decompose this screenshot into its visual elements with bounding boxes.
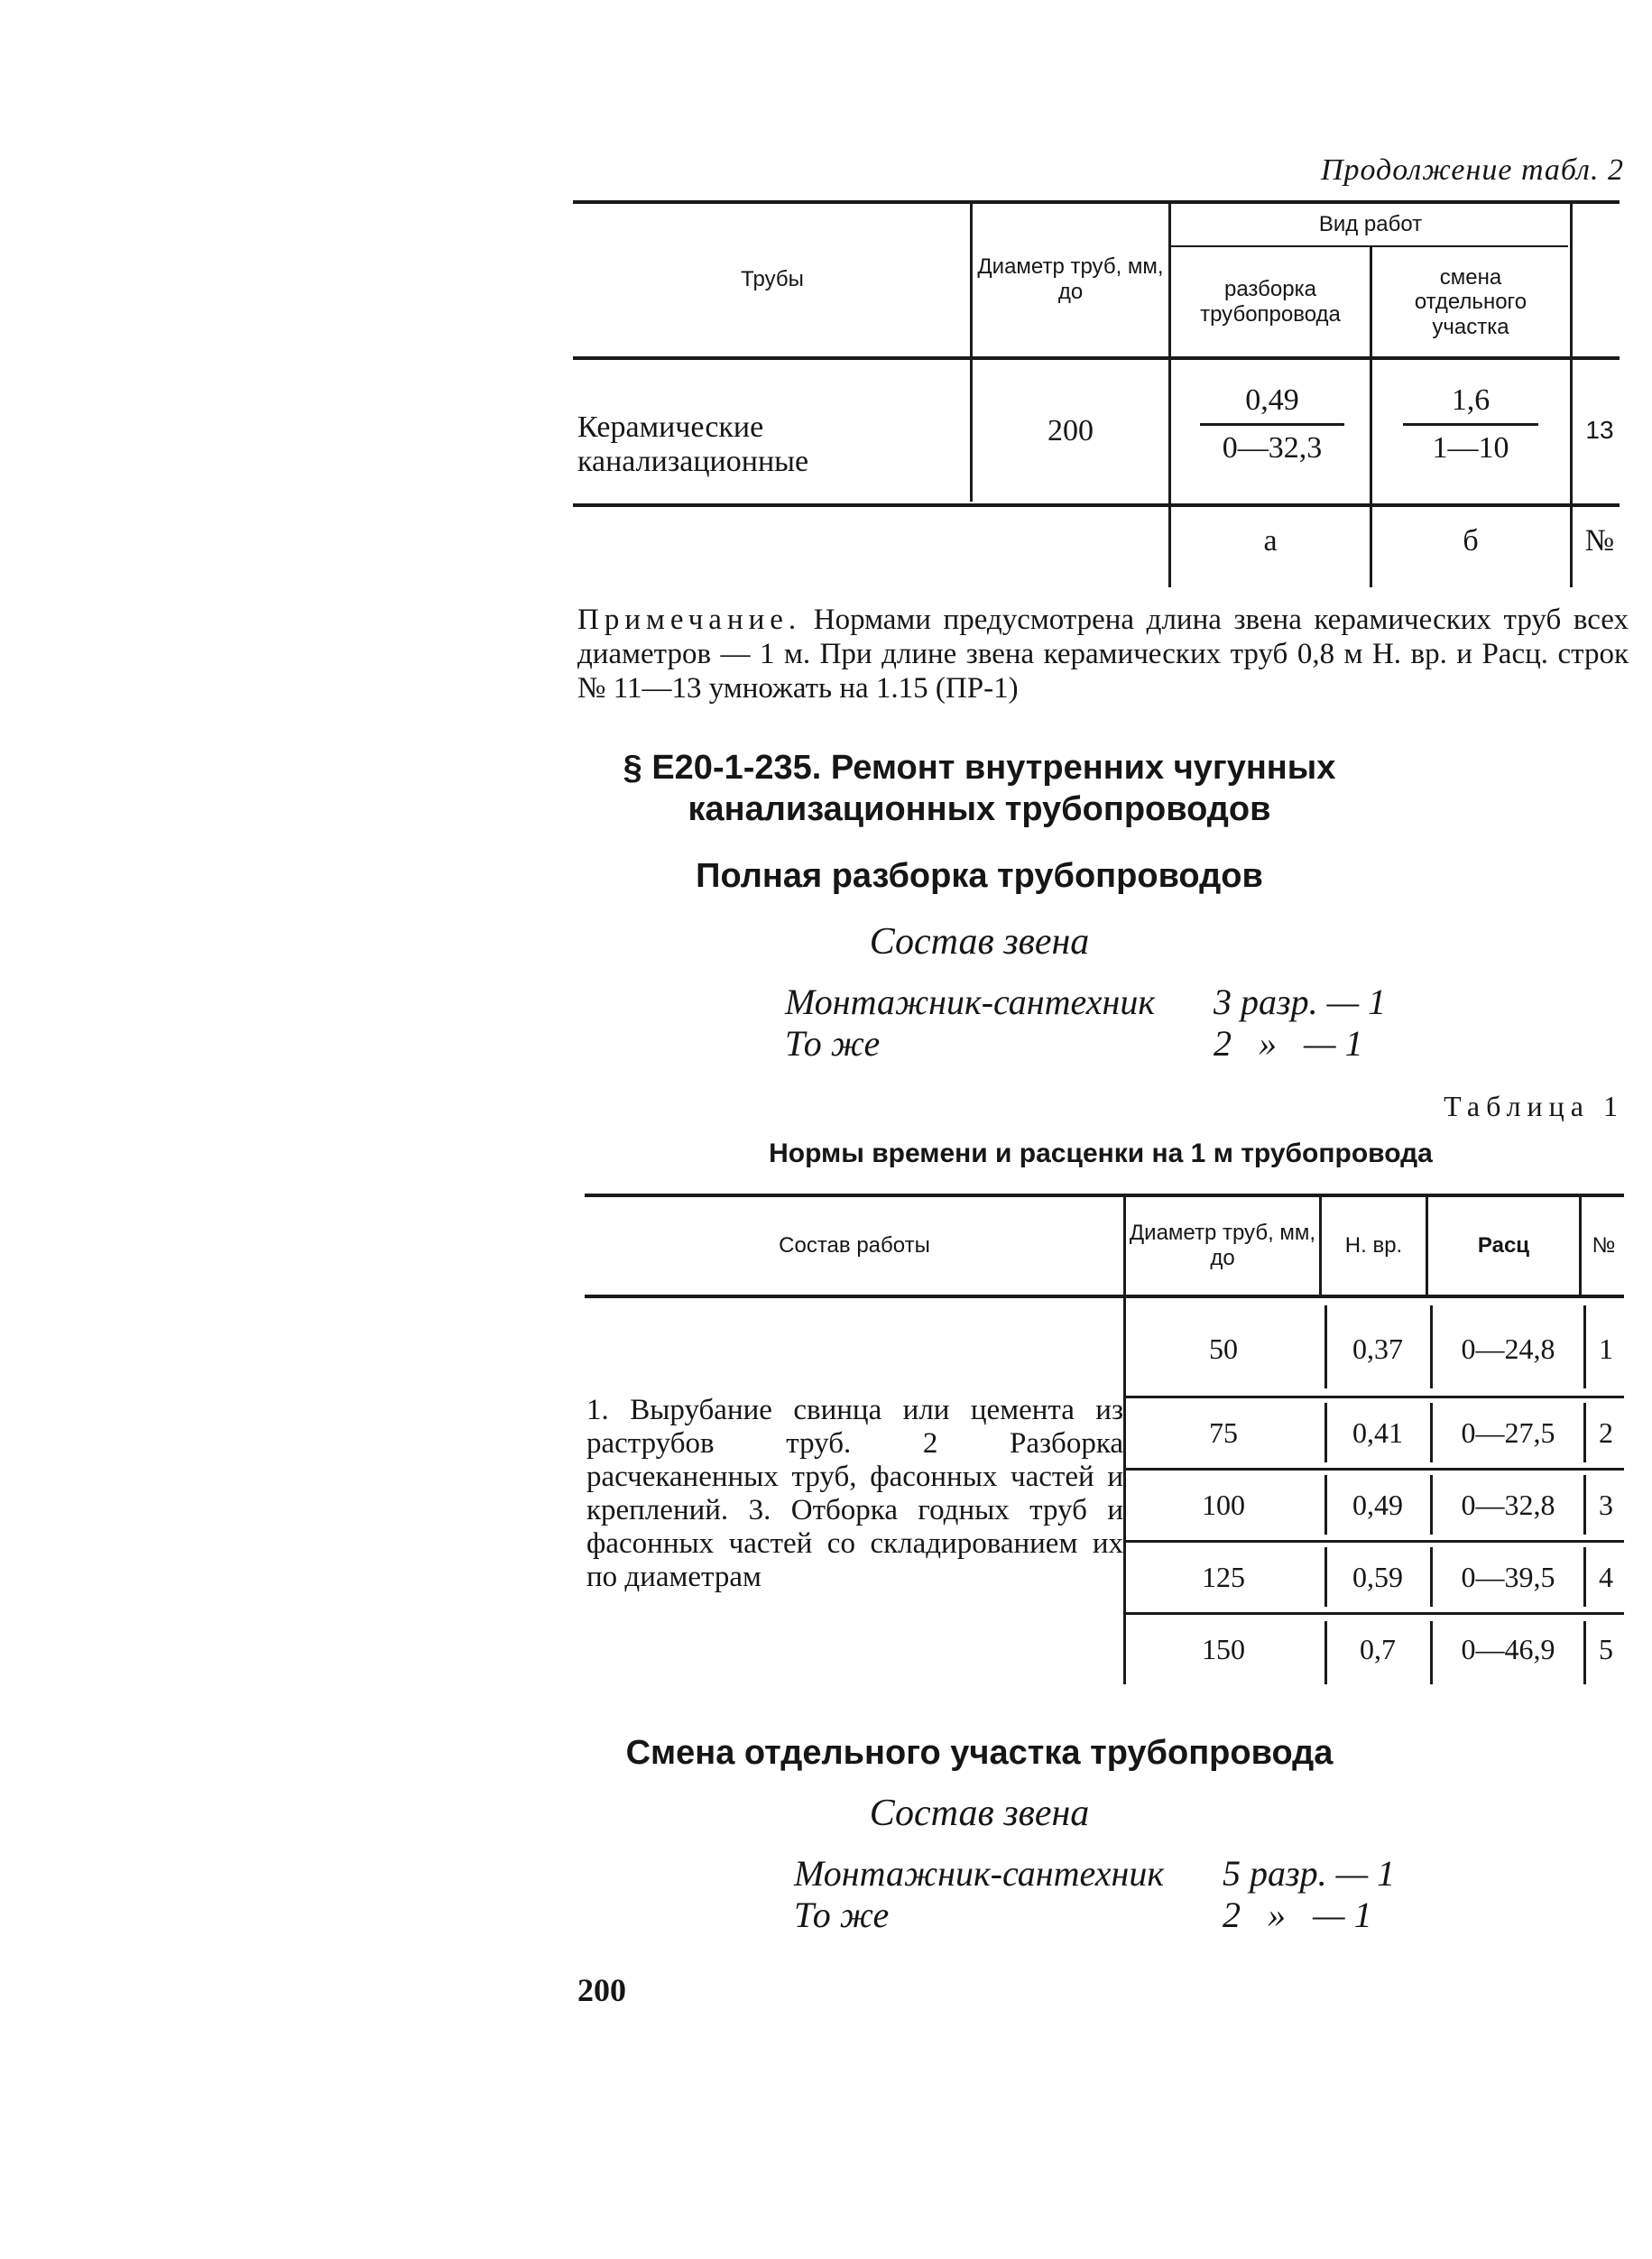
crew-row [794,1853,1426,1895]
table-rule [585,1295,1624,1298]
section-heading [0,747,1652,830]
table-column-divider [1168,204,1171,587]
header-number: № [1592,1233,1616,1259]
header-diameter: Диаметр труб, мм, до [1129,1221,1316,1270]
disassembly-norm: 0,49 [1245,383,1299,417]
header-replacement: смена отдельного участка [1414,264,1527,339]
crew-grade: 3 разр. — 1 [1214,982,1387,1022]
row-diameter: 200 [1047,413,1094,447]
cell-divider [1324,1403,1327,1462]
table-column-divider [1426,1197,1428,1295]
subsection-title-replacement: Смена отдельного участка трубопровода [625,1734,1334,1772]
header-norm: Н. вр. [1344,1233,1403,1259]
cell-divider [1430,1403,1433,1462]
crew-list [794,1853,1426,1936]
cell-divider [1583,1475,1586,1535]
cell-divider [1583,1547,1586,1607]
note-text: Нормами предусмотрена длина звена керамических труб всех диаметров — 1 м. При длине звена керамических труб 0,8 м Н. вр. и Расц. строк № 11—13 умножать на 1.15 (ПР-1) [577,604,1629,705]
row-price: 0—27,5 [1461,1416,1555,1450]
crew-role: Монтажник-сантехник [785,982,1156,1022]
row-price: 0—39,5 [1461,1561,1555,1594]
row-number: 2 [1599,1416,1613,1450]
table-column-divider [1570,204,1573,587]
footer-col-a: а [1263,524,1278,558]
footer-col-b: б [1463,524,1479,558]
replacement-fraction [1403,383,1538,466]
page-number: 200 [577,1972,626,2008]
work-description: 1. Вырубание свинца или цемента из раструбов труб. 2 Разборка расчеканенных труб, фасонных частей и креплений. 3. Отборка годных труб и фасонных частей со складированием их по диаметрам [586,1394,1123,1593]
cell-divider [1324,1475,1327,1535]
crew-role: То же [785,1023,881,1064]
header-disassembly: разборка трубопровода [1200,277,1341,327]
cell-divider [1324,1621,1327,1684]
subsection-title-disassembly: Полная разборка трубопроводов [696,857,1263,895]
row-number: 3 [1599,1489,1613,1522]
section-heading-line-1: § Е20-1-235. Ремонт внутренних чугунных [623,749,1336,787]
crew-list [785,982,1417,1065]
row-norm: 0,7 [1360,1633,1396,1666]
table-column-divider [1319,1197,1322,1295]
table-column-divider [970,204,973,502]
row-diameter: 100 [1202,1489,1245,1522]
cell-divider [1430,1547,1433,1607]
crew-grade: 2 » — 1 [1214,1023,1363,1064]
cell-divider [1583,1621,1586,1684]
crew-role: То же [794,1895,890,1935]
header-pipes: Трубы [741,267,804,292]
crew-role: Монтажник-сантехник [794,1853,1165,1894]
row-number: 13 [1585,416,1614,445]
row-diameter: 50 [1209,1332,1238,1365]
header-price: Расц [1477,1233,1530,1259]
table-caption: Нормы времени и расценки на 1 м трубопровода [769,1139,1433,1168]
disassembly-fraction [1200,383,1344,466]
cell-divider [1583,1403,1586,1462]
crew-grade: 2 » — 1 [1223,1895,1372,1935]
table-label: Таблица 1 [1444,1090,1624,1122]
table-column-divider [1370,247,1372,587]
footer-col-no: № [1584,524,1615,558]
note-label: Примечание. [577,604,802,636]
table-continuation-label: Продолжение табл. 2 [1320,153,1624,187]
row-number: 4 [1599,1561,1613,1594]
table-rule [573,356,1620,360]
header-work: Состав работы [779,1233,930,1259]
row-number: 5 [1599,1633,1613,1666]
table-note [577,603,1629,705]
row-price: 0—32,8 [1461,1489,1555,1522]
crew-title: Состав звена [869,1793,1090,1834]
replacement-norm: 1,6 [1451,383,1490,417]
header-diameter: Диаметр труб, мм, до [977,254,1164,304]
header-work-type: Вид работ [1318,212,1423,237]
table-rule [573,503,1620,507]
table-column-divider [1579,1197,1582,1295]
table-column-divider [1123,1197,1126,1684]
row-number: 1 [1599,1332,1613,1365]
row-diameter: 150 [1202,1633,1245,1666]
row-diameter: 125 [1202,1561,1245,1594]
replacement-price: 1—10 [1432,431,1509,465]
crew-row [785,982,1417,1023]
disassembly-price: 0—32,3 [1222,431,1323,465]
row-norm: 0,41 [1352,1416,1403,1450]
row-price: 0—24,8 [1461,1332,1555,1365]
row-price: 0—46,9 [1461,1633,1555,1666]
cell-divider [1430,1305,1433,1388]
cell-divider [1324,1547,1327,1607]
cell-divider [1430,1621,1433,1684]
crew-grade: 5 разр. — 1 [1223,1853,1396,1894]
crew-row [794,1895,1426,1936]
row-pipe-name: Керамические канализационные [577,410,809,478]
row-diameter: 75 [1209,1416,1238,1450]
row-norm: 0,59 [1352,1561,1403,1594]
section-heading-line-2: канализационных трубопроводов [688,790,1271,828]
row-norm: 0,37 [1352,1332,1403,1365]
crew-row [785,1023,1417,1065]
cell-divider [1324,1305,1327,1388]
cell-divider [1430,1475,1433,1535]
cell-divider [1583,1305,1586,1388]
row-norm: 0,49 [1352,1489,1403,1522]
crew-title: Состав звена [869,921,1090,963]
